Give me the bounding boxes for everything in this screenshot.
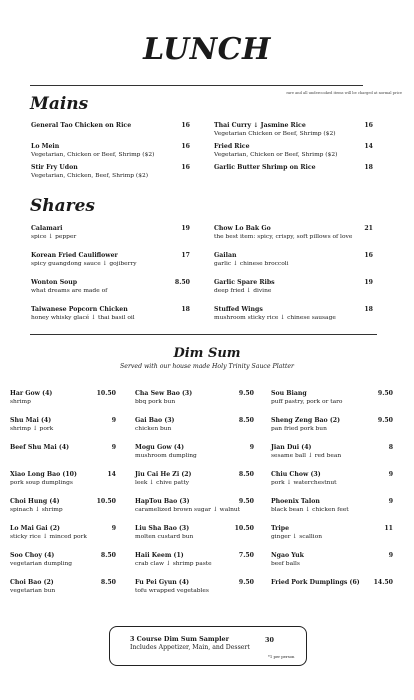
menu-item — [214, 252, 289, 269]
sampler-title: 3 Course Dim Sum Sampler — [130, 635, 229, 643]
menu-item-description: black bean ↓ chicken feet — [271, 507, 349, 514]
menu-item-description: deep fried ↓ divine — [214, 288, 272, 295]
menu-item-price: 18 — [181, 306, 190, 313]
menu-item-price: 14 — [364, 143, 373, 150]
menu-item-description: mushroom sticky rice ↓ chinese sausage — [214, 315, 336, 322]
notice-text: rare and all undercooked items will be charged at normal price — [286, 91, 402, 95]
menu-item-name: Jian Dui (4) — [271, 444, 312, 451]
menu-item-name: Wonton Soup — [31, 279, 78, 286]
menu-item-name: Soo Choy (4) — [10, 552, 55, 559]
sampler-price: 30 — [265, 636, 274, 644]
menu-item-price: 9.50 — [377, 417, 393, 424]
menu-item-price: 9 — [388, 552, 393, 559]
menu-item-description: spicy guangdong sauce ↓ gojiberry — [31, 261, 137, 268]
menu-item-description: pan fried pork bun — [271, 426, 327, 433]
menu-item-description: pork soup dumplings — [10, 480, 73, 487]
sampler-box — [109, 626, 307, 666]
menu-item-name: Jiu Cai He Zi (2) — [135, 471, 192, 478]
menu-item — [271, 525, 322, 542]
menu-item — [271, 498, 349, 515]
dimsum-divider — [30, 334, 377, 335]
menu-item-description: vegetarian dumpling — [10, 561, 73, 568]
menu-item-price: 9.50 — [377, 390, 393, 397]
menu-item — [31, 306, 135, 323]
menu-item-name: Thai Curry ↓ Jasmine Rice — [214, 122, 306, 129]
menu-item — [271, 390, 342, 407]
menu-item-name: Fu Pei Gyun (4) — [135, 579, 190, 586]
menu-item-name: Gailan — [214, 252, 237, 259]
menu-item-description: sesame ball ↓ red bean — [271, 453, 342, 460]
menu-item-name: General Tao Chicken on Rice — [31, 122, 132, 129]
menu-item-description: leek ↓ chive patty — [135, 480, 190, 487]
sampler-footnote: *1 per person — [268, 654, 295, 659]
menu-item-price: 14 — [107, 471, 116, 478]
menu-item-description: shrimp — [10, 399, 31, 406]
menu-item — [135, 390, 192, 407]
menu-item-name: Mogu Gow (4) — [135, 444, 185, 451]
menu-item — [31, 225, 76, 242]
menu-item-price: 8.50 — [100, 579, 116, 586]
menu-item-description: honey whisky glacé ↓ thai basil oil — [31, 315, 135, 322]
menu-item-description: Vegetarian Chicken or Beef, Shrimp ($2) — [214, 131, 336, 138]
menu-item-name: Shu Mai (4) — [10, 417, 52, 424]
menu-item-price: 9 — [249, 444, 254, 451]
menu-item-price: 11 — [384, 525, 393, 532]
menu-item-name: Fried Pork Dumplings (6) — [271, 579, 360, 586]
menu-item-name: Lo Mai Gai (2) — [10, 525, 60, 532]
menu-item — [135, 417, 174, 434]
menu-item — [10, 444, 69, 452]
menu-item-name: Phoenix Talon — [271, 498, 320, 505]
menu-item-name: Tripe — [271, 525, 290, 532]
menu-item-description: tofu wrapped vegetables — [135, 588, 209, 595]
menu-item-price: 8 — [388, 444, 393, 451]
menu-item-name: Korean Fried Cauliflower — [31, 252, 118, 259]
sampler-description: Includes Appetizer, Main, and Dessert — [130, 644, 250, 651]
menu-item-name: Garlic Butter Shrimp on Rice — [214, 164, 316, 171]
menu-item-price: 14.50 — [373, 579, 393, 586]
menu-item — [10, 525, 87, 542]
menu-item-description: Vegetarian, Chicken, Beef, Shrimp ($2) — [31, 173, 149, 180]
menu-item-price: 10.50 — [96, 498, 116, 505]
menu-item — [10, 471, 77, 488]
menu-item — [214, 306, 336, 323]
menu-item — [10, 417, 53, 434]
menu-item-price: 9.50 — [238, 498, 254, 505]
menu-item-name: Liu Sha Bao (3) — [135, 525, 190, 532]
menu-item — [31, 279, 107, 296]
menu-item-description: caramelized brown sugar ↓ walnut — [135, 507, 241, 514]
menu-item — [214, 279, 275, 296]
menu-item-price: 8.50 — [238, 417, 254, 424]
page-title: LUNCH — [143, 32, 271, 67]
menu-item — [135, 471, 192, 488]
menu-item-description: molten custard bun — [135, 534, 194, 541]
menu-item — [271, 552, 304, 569]
menu-item-price: 9 — [388, 498, 393, 505]
menu-item-name: Chiu Chow (3) — [271, 471, 321, 478]
menu-item-description: puff pastry, pork or taro — [271, 399, 343, 406]
menu-item-price: 10.50 — [96, 390, 116, 397]
menu-item-description: ginger ↓ scallion — [271, 534, 323, 541]
menu-item — [10, 498, 63, 515]
menu-item — [271, 444, 341, 461]
menu-item-price: 8.50 — [238, 471, 254, 478]
menu-item-price: 9.50 — [238, 390, 254, 397]
menu-item-description: Vegetarian, Chicken or Beef, Shrimp ($2) — [214, 152, 338, 159]
menu-item — [214, 164, 316, 172]
menu-item-name: Chow Lo Bak Go — [214, 225, 271, 232]
menu-item-name: Garlic Spare Ribs — [214, 279, 275, 286]
menu-item — [135, 552, 212, 569]
menu-item — [31, 143, 154, 160]
menu-item — [135, 525, 193, 542]
menu-item-description: what dreams are made of — [31, 288, 108, 295]
menu-item-description: garlic ↓ chinese broccoli — [214, 261, 289, 268]
menu-item-price: 16 — [181, 143, 190, 150]
menu-item — [214, 225, 352, 242]
menu-item — [10, 579, 55, 596]
menu-item-name: Sou Biang — [271, 390, 307, 397]
menu-item — [271, 471, 337, 488]
menu-item-description: the best item: spicy, crispy, soft pillows of love — [214, 234, 353, 241]
menu-item-name: Har Gow (4) — [10, 390, 53, 397]
menu-item — [135, 444, 197, 461]
menu-item-name: Haii Keem (1) — [135, 552, 184, 559]
menu-item-name: Choi Bao (2) — [10, 579, 54, 586]
menu-item — [271, 417, 340, 434]
menu-item-price: 19 — [181, 225, 190, 232]
menu-item-name: Taiwanese Popcorn Chicken — [31, 306, 128, 313]
mains-heading: Mains — [30, 94, 89, 114]
menu-item-price: 9 — [111, 417, 116, 424]
menu-item — [31, 122, 131, 130]
menu-item-description: crab claw ↓ shrimp paste — [135, 561, 212, 568]
menu-item-description: spinach ↓ shrimp — [10, 507, 63, 514]
menu-item — [10, 390, 52, 407]
menu-item-name: Cha Sew Bao (3) — [135, 390, 193, 397]
menu-item-name: Stuffed Wings — [214, 306, 263, 313]
menu-item-price: 16 — [364, 252, 373, 259]
menu-item-name: Fried Rice — [214, 143, 250, 150]
menu-item-name: Sheng Zeng Bao (2) — [271, 417, 340, 424]
menu-item-name: Ngao Yuk — [271, 552, 304, 559]
menu-item-description: vegetarian bun — [10, 588, 56, 595]
shares-heading: Shares — [30, 196, 95, 216]
menu-item-description: pork ↓ waterchestnut — [271, 480, 337, 487]
menu-item-price: 9 — [111, 444, 116, 451]
menu-item-price: 10.50 — [234, 525, 254, 532]
menu-item-name: Gai Bao (3) — [135, 417, 175, 424]
menu-item — [135, 579, 209, 596]
menu-item-description: sticky rice ↓ minced pork — [10, 534, 87, 541]
menu-item — [271, 579, 360, 587]
menu-item-price: 9 — [388, 471, 393, 478]
menu-item-price: 18 — [364, 164, 373, 171]
menu-item — [31, 164, 148, 181]
menu-item-description: shrimp ↓ pork — [10, 426, 54, 433]
menu-item-price: 9 — [111, 525, 116, 532]
menu-item-price: 17 — [181, 252, 190, 259]
menu-item-price: 19 — [364, 279, 373, 286]
title-divider — [30, 85, 363, 86]
menu-item — [214, 122, 336, 139]
dimsum-subtitle: Served with our house made Holy Trinity Sauce Platter — [120, 363, 294, 370]
menu-item-price: 7.50 — [238, 552, 254, 559]
menu-item-price: 16 — [181, 164, 190, 171]
menu-item-name: Calamari — [31, 225, 63, 232]
menu-item-price: 16 — [364, 122, 373, 129]
menu-item-name: Lo Mein — [31, 143, 60, 150]
menu-item — [10, 552, 72, 569]
menu-item-name: Xiao Long Bao (10) — [10, 471, 77, 478]
menu-item-price: 8.50 — [100, 552, 116, 559]
menu-item-price: 8.50 — [174, 279, 190, 286]
menu-item-name: Beef Shu Mai (4) — [10, 444, 70, 451]
menu-item-name: HapTou Bao (3) — [135, 498, 190, 505]
dimsum-heading: Dim Sum — [173, 346, 241, 361]
menu-item-price: 21 — [364, 225, 373, 232]
menu-item — [214, 143, 337, 160]
menu-item — [31, 252, 137, 269]
menu-item-description: Vegetarian, Chicken or Beef, Shrimp ($2) — [31, 152, 155, 159]
menu-item-description: beef balls — [271, 561, 300, 568]
menu-item-price: 9.50 — [238, 579, 254, 586]
menu-item-name: Choi Hung (4) — [10, 498, 60, 505]
menu-item-description: bbq pork bun — [135, 399, 176, 406]
menu-item-price: 16 — [181, 122, 190, 129]
menu-item-name: Stir Fry Udon — [31, 164, 78, 171]
menu-item-price: 18 — [364, 306, 373, 313]
menu-item-description: mushroom dumpling — [135, 453, 197, 460]
menu-item-description: chicken bun — [135, 426, 172, 433]
menu-item — [135, 498, 240, 515]
menu-item-description: spice ↓ pepper — [31, 234, 77, 241]
